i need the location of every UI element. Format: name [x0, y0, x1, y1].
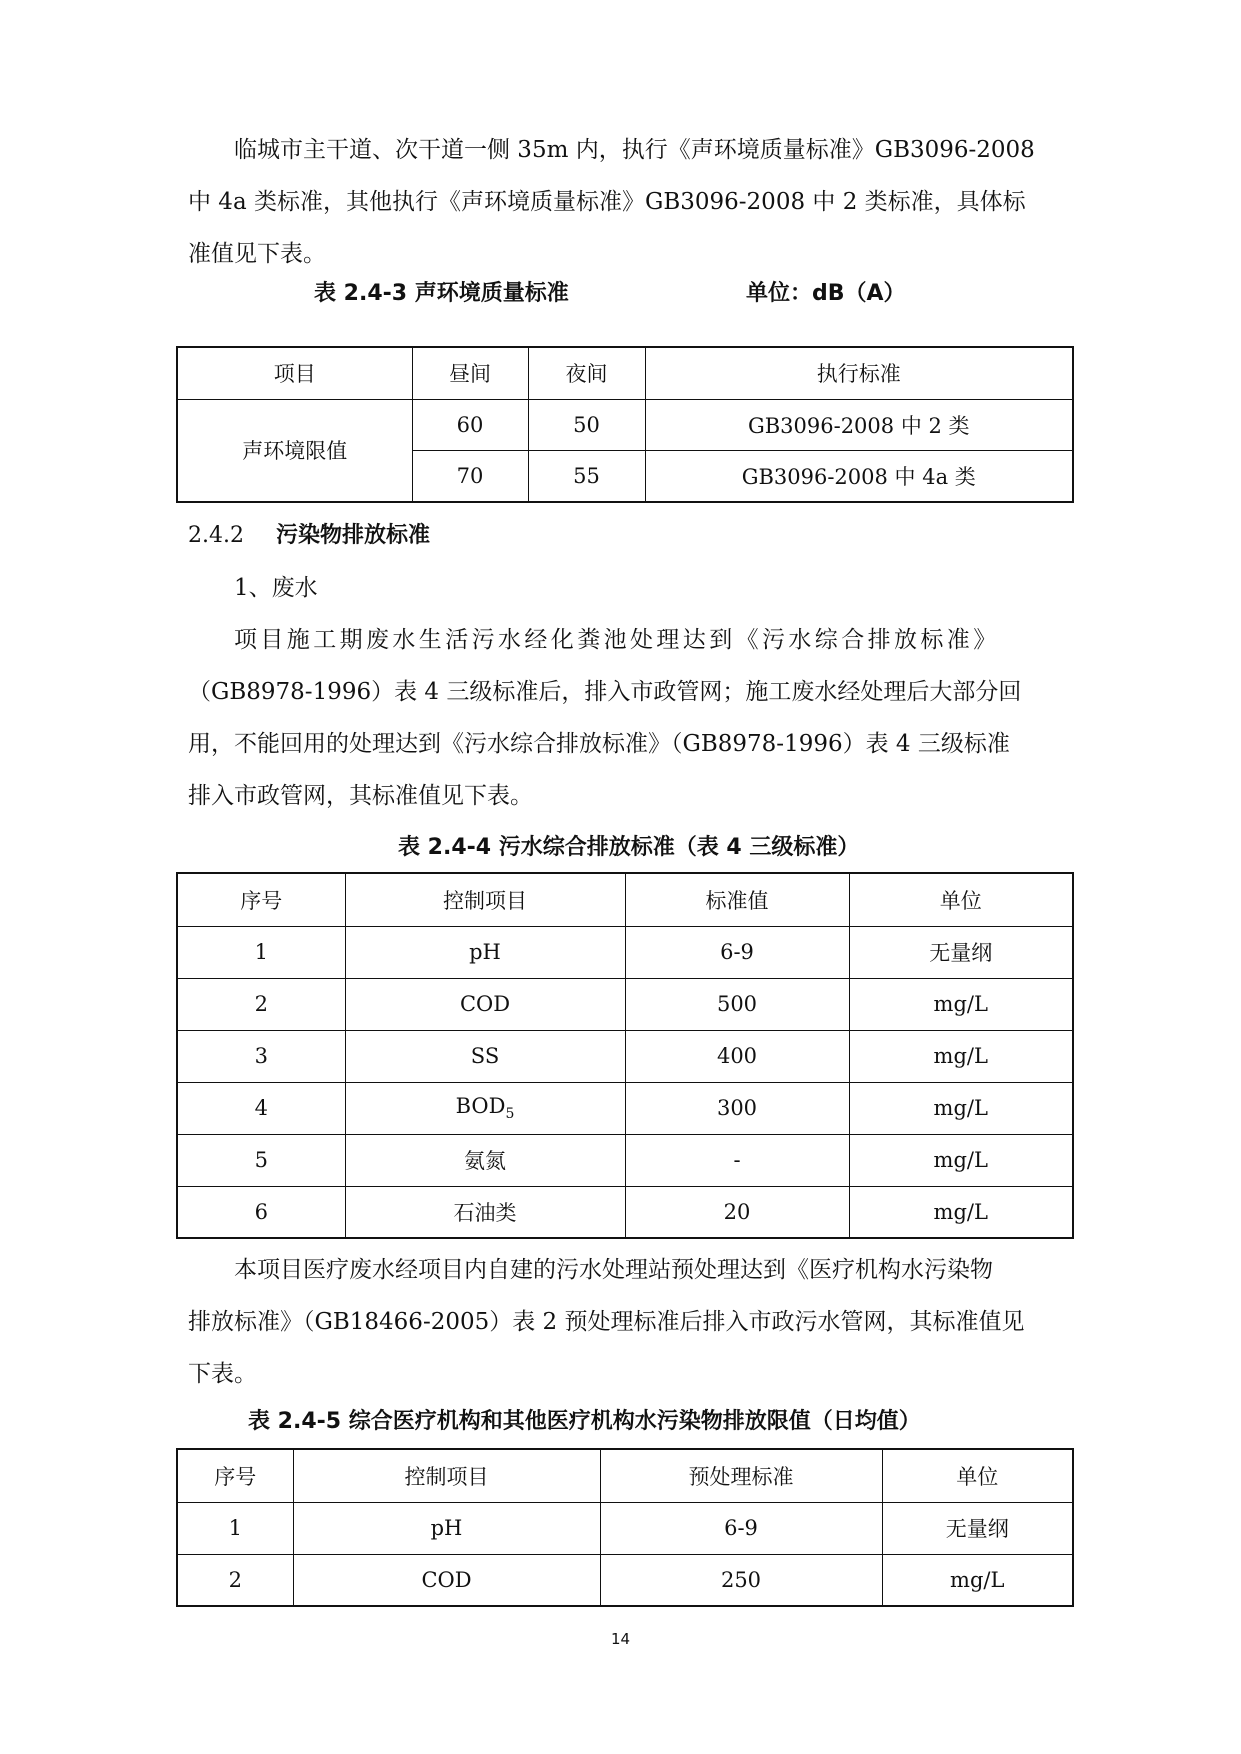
header-cell: 控制项目: [293, 1449, 600, 1502]
table-cell: 无量纲: [882, 1502, 1073, 1554]
table-header-row: [177, 1449, 1073, 1502]
paragraph-line: （GB8978-1996）表 4 三级标准后，排入市政管网；施工废水经处理后大部分回: [188, 679, 1022, 705]
table-cell: -: [625, 1134, 849, 1186]
table-cell: 20: [625, 1186, 849, 1238]
paragraph-line: 中 4a 类标准，其他执行《声环境质量标准》GB3096-2008 中 2 类标准，具体标: [188, 189, 1026, 215]
table-cell: 6-9: [625, 926, 849, 978]
table-row: [177, 1554, 1073, 1606]
paragraph-line: 准值见下表。: [188, 241, 326, 267]
table-cell: mg/L: [849, 978, 1073, 1030]
table-header-row: [177, 873, 1073, 926]
table-cell: pH: [293, 1502, 600, 1554]
header-cell: 项目: [177, 347, 412, 399]
table-cell: 无量纲: [849, 926, 1073, 978]
header-cell: 单位: [882, 1449, 1073, 1502]
table-cell: 3: [177, 1030, 345, 1082]
table-row: [177, 1030, 1073, 1082]
table-cell: 6-9: [600, 1502, 882, 1554]
header-cell: 序号: [177, 1449, 293, 1502]
paragraph-noise-standard: [188, 124, 1062, 280]
paragraph-medical-wastewater: [188, 1244, 1062, 1400]
section-number: 2.4.2: [188, 523, 244, 548]
table-cell: pH: [345, 926, 625, 978]
paragraph-line: 排入市政管网，其标准值见下表。: [188, 783, 533, 809]
subsection-label: 1、废水: [234, 575, 318, 601]
wastewater-standard-table: [176, 872, 1074, 1239]
table-cell: 1: [177, 926, 345, 978]
table-cell-bod: [345, 1082, 625, 1134]
noise-standard-table: [176, 346, 1074, 503]
table-cell: COD: [345, 978, 625, 1030]
table-cell: 70: [412, 450, 528, 502]
paragraph-line: 项目施工期废水生活污水经化粪池处理达到《污水综合排放标准》: [234, 627, 1000, 653]
table-cell: mg/L: [849, 1030, 1073, 1082]
table-cell: mg/L: [849, 1186, 1073, 1238]
header-cell: 序号: [177, 873, 345, 926]
table-cell: 50: [528, 399, 645, 450]
subsection-wastewater: [188, 562, 1062, 614]
table-row: [177, 926, 1073, 978]
table-cell: 250: [600, 1554, 882, 1606]
section-heading: [188, 518, 430, 549]
medical-wastewater-table: [176, 1448, 1074, 1607]
table-row: [177, 1186, 1073, 1238]
table-cell: 400: [625, 1030, 849, 1082]
paragraph-line: 临城市主干道、次干道一侧 35m 内，执行《声环境质量标准》GB3096-2008: [234, 137, 1035, 163]
paragraph-construction-wastewater: [188, 614, 1062, 822]
header-cell: 单位: [849, 873, 1073, 926]
paragraph-line: 下表。: [188, 1361, 257, 1387]
table-row: [177, 1502, 1073, 1554]
table-cell: GB3096-2008 中 4a 类: [645, 450, 1073, 502]
header-cell: 控制项目: [345, 873, 625, 926]
table-caption: 表 2.4-3 声环境质量标准: [314, 281, 569, 306]
bod-subscript: 5: [505, 1106, 515, 1123]
table-cell: 2: [177, 978, 345, 1030]
paragraph-line: 本项目医疗废水经项目内自建的污水处理站预处理达到《医疗机构水污染物: [234, 1257, 993, 1283]
header-cell: 昼间: [412, 347, 528, 399]
table-cell: GB3096-2008 中 2 类: [645, 399, 1073, 450]
table-row: [177, 399, 1073, 450]
table-row: [177, 978, 1073, 1030]
table-header-row: [177, 347, 1073, 399]
bod-label: BOD: [455, 1093, 506, 1118]
table-cell: 500: [625, 978, 849, 1030]
row-label-cell: 声环境限值: [177, 399, 412, 502]
header-cell: 执行标准: [645, 347, 1073, 399]
table-cell: 石油类: [345, 1186, 625, 1238]
header-cell: 预处理标准: [600, 1449, 882, 1502]
table-cell: COD: [293, 1554, 600, 1606]
header-cell: 标准值: [625, 873, 849, 926]
paragraph-line: 用，不能回用的处理达到《污水综合排放标准》（GB8978-1996）表 4 三级标准: [188, 731, 1010, 757]
table-cell: 55: [528, 450, 645, 502]
table-cell: mg/L: [882, 1554, 1073, 1606]
section-title: 污染物排放标准: [276, 523, 431, 548]
table-cell: 300: [625, 1082, 849, 1134]
table-cell: 5: [177, 1134, 345, 1186]
table-caption: 表 2.4-5 综合医疗机构和其他医疗机构水污染物排放限值（日均值）: [248, 1409, 921, 1434]
table-cell: 6: [177, 1186, 345, 1238]
table-unit: 单位：dB（A）: [746, 281, 906, 306]
table-row: [177, 1082, 1073, 1134]
table-cell: 60: [412, 399, 528, 450]
header-cell: 夜间: [528, 347, 645, 399]
paragraph-line: 排放标准》（GB18466-2005）表 2 预处理标准后排入市政污水管网，其标准值见: [188, 1309, 1025, 1335]
table-cell: mg/L: [849, 1082, 1073, 1134]
table-cell: SS: [345, 1030, 625, 1082]
table-cell: 4: [177, 1082, 345, 1134]
page-number: 14: [610, 1630, 631, 1648]
table-cell: 氨氮: [345, 1134, 625, 1186]
table-cell: 2: [177, 1554, 293, 1606]
table-caption: 表 2.4-4 污水综合排放标准（表 4 三级标准）: [398, 835, 860, 860]
table-row: [177, 1134, 1073, 1186]
table-cell: 1: [177, 1502, 293, 1554]
table-cell: mg/L: [849, 1134, 1073, 1186]
